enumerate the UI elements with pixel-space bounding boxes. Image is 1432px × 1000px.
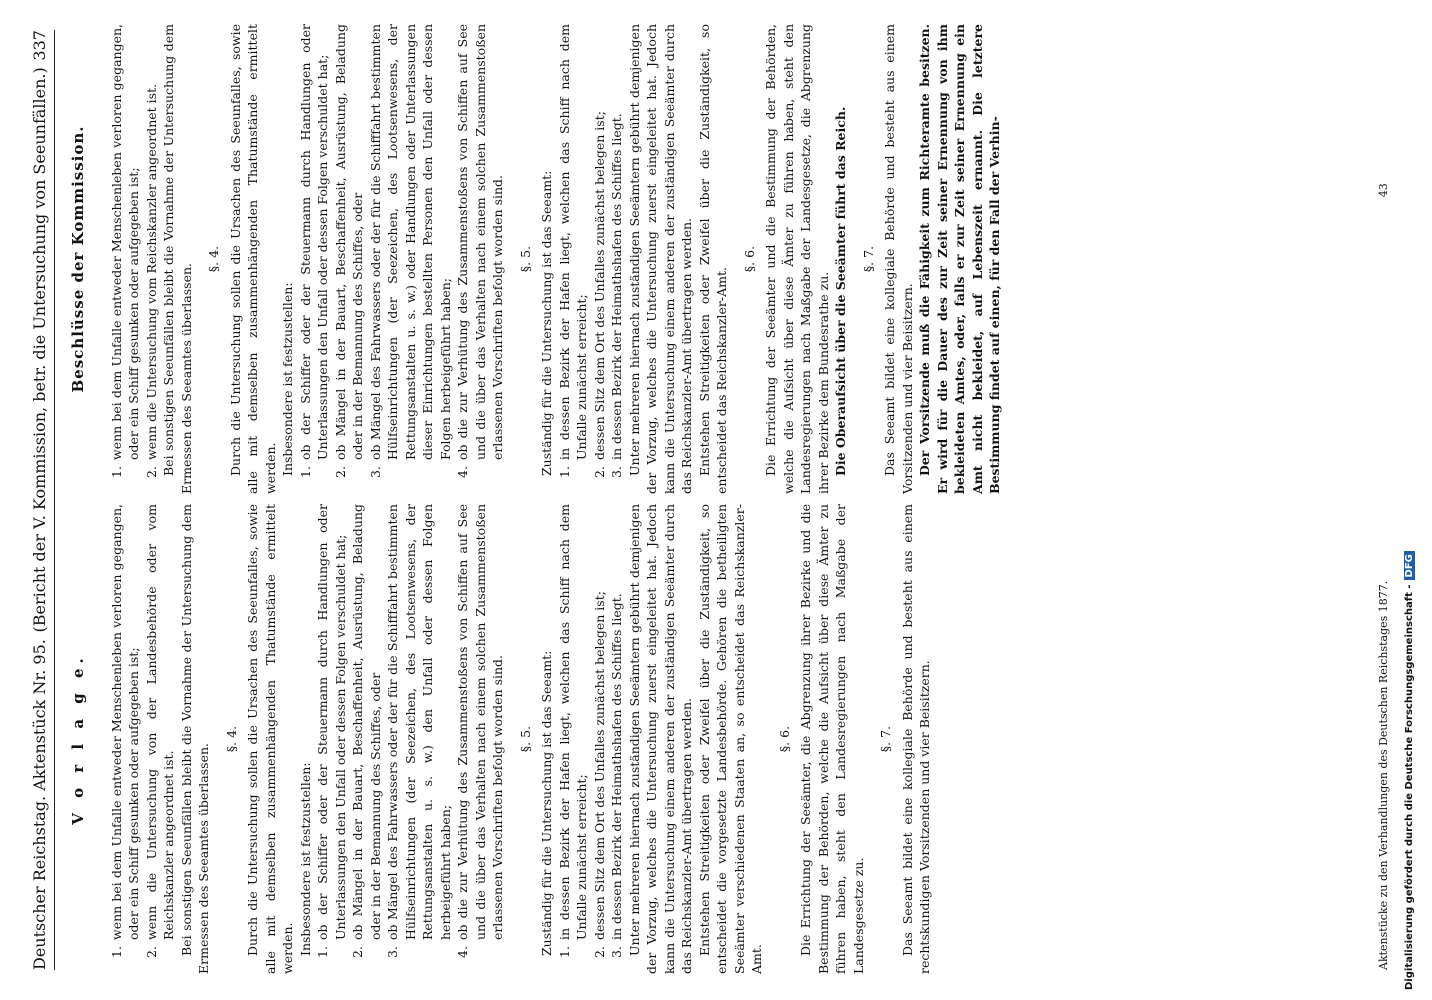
item-number: 2. xyxy=(591,466,607,478)
item-text: in dessen Bezirk der Heimathshafen des Schiffes liegt. xyxy=(609,593,624,940)
item-number: 1. xyxy=(108,946,124,958)
list-item xyxy=(108,504,143,974)
paragraph-bold: Die Oberaufsicht über die Seeämter führt das Reich. xyxy=(833,106,848,476)
paragraph: Insbesondere ist festzustellen: xyxy=(297,762,313,956)
section-heading: §. 6. xyxy=(776,725,792,753)
list-item xyxy=(297,24,332,494)
item-number: 2. xyxy=(591,946,607,958)
list-item xyxy=(454,504,507,974)
item-text: ob der Schiffer oder der Steuermann durch Handlungen oder Unterlassungen den Unfall oder dessen Folgen verschuldet hat; xyxy=(315,504,348,940)
item-number: 1. xyxy=(556,946,572,958)
paragraph-bold: Der Vorsitzende muß die Fähigkeit zum Richteramte besitzen. Er wird für die Dauer des zur Zeit seiner Ernennung von ihm bekleideten Amtes, oder, falls er zur Zeit seiner Ernennung ein Amt nicht bekleidet, auf Lebenszeit ernannt. Die letztere Bestimmung findet auf einen, für den Fall der Verhin- xyxy=(917,24,1002,494)
section-heading: §. 5. xyxy=(517,725,533,753)
page-header xyxy=(28,30,55,970)
list-item xyxy=(332,24,367,494)
list-item xyxy=(608,504,626,974)
paragraph: Unter mehreren hiernach zuständigen Seeämtern gebührt demjenigen der Vorzug, welches die Untersuchung zuerst eingeleitet hat. Jedoch kann die Untersuchung einem anderen der zuständigen Seeämter durch das Reichskanzler-Amt übertragen werden. xyxy=(626,24,694,494)
item-number: 4. xyxy=(455,946,470,958)
paragraph: Das Seeamt bildet eine kollegiale Behörde und besteht aus einem Vorsitzenden und vier Beisitzern. xyxy=(882,24,915,494)
section-heading: §. 4. xyxy=(223,725,239,753)
item-text: wenn bei dem Unfalle entweder Menschenleben verloren gegangen, oder ein Schiff gesunken oder aufgegeben ist; xyxy=(108,24,141,460)
item-text: ob Mängel in der Bauart, Beschaffenheit, Ausrüstung, Beladung oder in der Bemannung des Schiffes, oder xyxy=(350,504,383,940)
item-text: in dessen Bezirk der Hafen liegt, welchen das Schiff nach dem Unfalle zunächst erreicht; xyxy=(556,504,589,940)
item-text: ob die zur Verhütung des Zusammenstoßens von Schiffen auf See und die über das Verhalten nach einem solchen Zusammenstoßen erlassenen Vorschriften befolgt worden sind. xyxy=(455,504,505,940)
header-middle: (Bericht der V. Kommission, betr. die Untersuchung von Seeunfällen.) xyxy=(30,67,49,633)
item-text: ob Mängel in der Bauart, Beschaffenheit, Ausrüstung, Beladung oder in der Bemannung des Schiffes, oder xyxy=(332,24,365,460)
list-item xyxy=(349,504,384,974)
column-vorlage xyxy=(66,504,1378,974)
list-a xyxy=(108,504,178,974)
footer-source: Aktenstücke zu den Verhandlungen des Deutschen Reichstages 1877. xyxy=(1376,580,1390,970)
item-text: ob Mängel des Fahrwassers oder der für die Schifffahrt bestimmten Hülfseinrichtungen (der Seezeichen, des Lootsenwesens, der Rettungsanstalten u. s. w.) den Unfall oder dessen Folgen herbeigeführt haben; xyxy=(385,504,453,940)
item-number: 1. xyxy=(556,466,572,478)
section-heading: §. 6. xyxy=(741,245,757,273)
section-heading: §. 7. xyxy=(878,725,893,753)
item-text: ob die zur Verhütung des Zusammenstoßens von Schiffen auf See und die über das Verhalten nach einem solchen Zusammenstoßen erlassenen Vorschriften befolgt worden sind. xyxy=(455,24,505,460)
item-text: in dessen Bezirk der Heimathshafen des Schiffes liegt. xyxy=(609,113,624,460)
item-number: 1. xyxy=(315,946,330,958)
list-item xyxy=(143,504,178,974)
paragraph: Bei sonstigen Seeunfällen bleibt die Vornahme der Untersuchung dem Ermessen des Seeamtes überlassen. xyxy=(178,504,211,974)
section-heading: §. 4. xyxy=(206,245,221,273)
digitization-credit xyxy=(1404,10,1424,990)
item-number: 2. xyxy=(350,946,365,958)
section-heading: §. 5. xyxy=(517,245,533,273)
item-number: 3. xyxy=(385,946,400,958)
item-text: dessen Sitz dem Ort des Unfalles zunächst belegen ist; xyxy=(591,591,607,940)
item-text: wenn die Untersuchung von der Landesbehörde oder vom Reichskanzler angeordnet ist. xyxy=(143,504,176,940)
paragraph: Zuständig für die Untersuchung ist das Seeamt: xyxy=(539,170,554,476)
signature-number: 43 xyxy=(1376,183,1390,198)
item-text: in dessen Bezirk der Hafen liegt, welchen das Schiff nach dem Unfalle zunächst erreicht; xyxy=(556,24,589,460)
paragraph: Insbesondere ist festzustellen: xyxy=(280,282,295,476)
item-number: 2. xyxy=(143,466,159,478)
list-item xyxy=(608,24,626,494)
paragraph: Entstehen Streitigkeiten oder Zweifel über die Zuständigkeit, so entscheidet die vorgesetzte Landesbehörde. Gehören die betheiligten Seeämter verschiedenen Staaten an, so entscheidet das Reichskanzler-Amt. xyxy=(696,504,764,974)
paragraph: Durch die Untersuchung sollen die Ursachen des Seeunfalles, sowie alle mit demselben zusammenhängenden Thatumstände ermittelt werden. xyxy=(227,24,278,494)
column-title-vorlage: V o r l a g e. xyxy=(69,653,87,825)
item-number: 3. xyxy=(367,466,383,478)
list-item xyxy=(108,24,143,494)
credit-text-wrapper xyxy=(1404,10,1415,990)
item-text: wenn die Untersuchung vom Reichskanzler angeordnet ist. xyxy=(143,83,159,460)
scanned-page xyxy=(18,20,1398,980)
item-text: dessen Sitz dem Ort des Unfalles zunächst belegen ist; xyxy=(591,111,607,460)
list-item xyxy=(384,504,454,974)
paragraph: Die Errichtung der Seeämter, die Abgrenzung ihrer Bezirke und die Bestimmung der Behörden, welche die Aufsicht über diese Ämter zu führen haben, steht den Landesregierungen nach Maßgabe der Landesgesetze zu. xyxy=(798,504,866,974)
list-item xyxy=(314,504,349,974)
list-item xyxy=(454,24,507,494)
paragraph: Das Seeamt bildet eine kollegiale Behörde und besteht aus einem rechtskundigen Vorsitzenden und vier Beisitzern. xyxy=(899,504,932,974)
list-item xyxy=(143,24,161,494)
header-left: Deutscher Reichstag. Aktenstück Nr. 95. xyxy=(30,639,49,970)
item-number: 2. xyxy=(143,946,159,958)
section-heading: §. 7. xyxy=(860,245,876,273)
paragraph: Unter mehreren hiernach zuständigen Seeämtern gebührt demjenigen der Vorzug, welches die Untersuchung zuerst eingeleitet hat. Jedoch kann die Untersuchung einem anderen der zuständigen Seeämter durch das Reichskanzler-Amt übertragen werden. xyxy=(626,504,694,974)
item-number: 4. xyxy=(455,466,470,478)
item-text: wenn bei dem Unfalle entweder Menschenleben verloren gegangen, oder ein Schiff gesunken oder aufgegeben ist; xyxy=(108,504,141,940)
item-number: 2. xyxy=(332,466,348,478)
list-item xyxy=(591,24,609,494)
paragraph: Die Errichtung der Seeämter und die Bestimmung der Behörden, welche die Aufsicht über diese Ämter zu führen haben, steht den Landesregierungen nach Maßgabe der Landesgesetze, die Abgrenzung ihrer Bezirke dem Bundesrathe zu. xyxy=(763,24,831,494)
column-beschluesse xyxy=(66,24,1378,494)
column-title-beschluesse: Beschlüsse der Kommission. xyxy=(69,125,87,393)
paragraph: Zuständig für die Untersuchung ist das Seeamt: xyxy=(539,650,554,956)
item-number: 1. xyxy=(108,466,124,478)
list-item xyxy=(591,504,609,974)
list-item xyxy=(556,504,591,974)
item-number: 3. xyxy=(609,946,624,958)
item-number: 3. xyxy=(609,466,624,478)
paragraph: Durch die Untersuchung sollen die Ursachen des Seeunfalles, sowie alle mit demselben zusammenhängenden Thatumstände ermittelt werden. xyxy=(245,504,295,974)
paragraph: Bei sonstigen Seeunfällen bleibt die Vornahme der Untersuchung dem Ermessen des Seeamtes überlassen. xyxy=(161,24,194,494)
paragraph: Entstehen Streitigkeiten oder Zweifel über die Zuständigkeit, so entscheidet das Reichskanzler-Amt. xyxy=(696,24,729,494)
item-text: ob der Schiffer oder der Steuermann durch Handlungen oder Unterlassungen den Unfall oder dessen Folgen verschuldet hat; xyxy=(297,24,330,460)
item-text: ob Mängel des Fahrwassers oder der für die Schifffahrt bestimmten Hülfseinrichtungen (der Seezeichen, des Lootsenwesens, der Rettungsanstalten u. s. w.) oder Handlungen oder Unterlassungen dieser Einrichtungen bestellten Personen den Unfall oder dessen Folgen herbeigeführt haben; xyxy=(367,24,453,460)
page-number: 337 xyxy=(30,30,49,61)
credit-text: Digitalisierung gefördert durch die Deutsche Forschungsgemeinschaft - xyxy=(1404,584,1415,990)
dfg-logo: DFG xyxy=(1404,551,1415,580)
list-item xyxy=(367,24,455,494)
item-number: 1. xyxy=(297,466,313,478)
page-footer xyxy=(1375,183,1393,970)
list-item xyxy=(556,24,591,494)
